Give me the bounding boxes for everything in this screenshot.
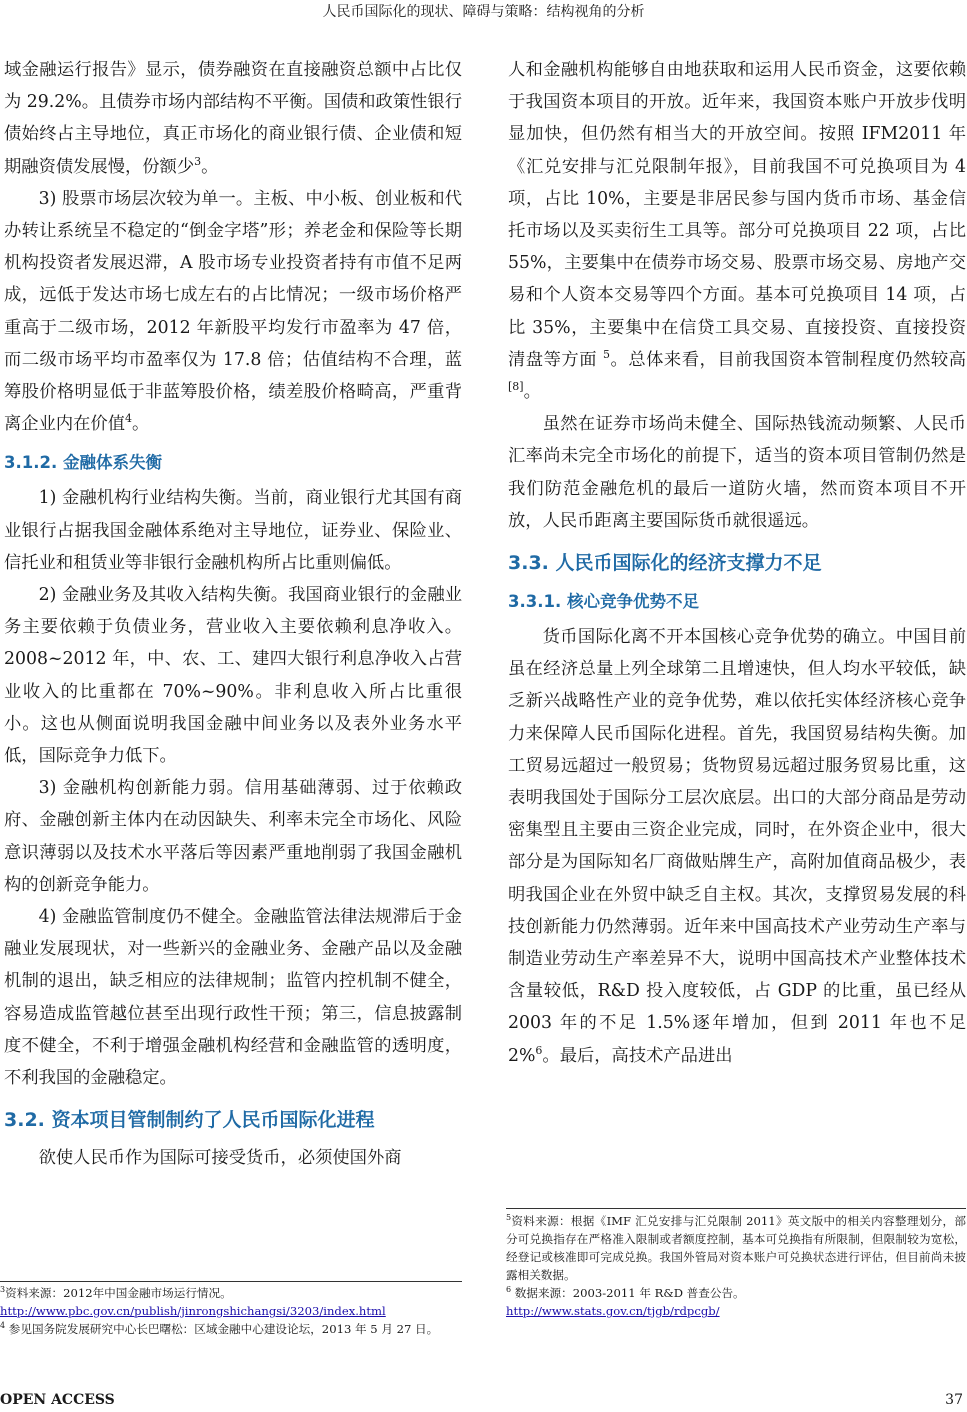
text: 域金融运行报告》显示，债券融资在直接融资总额中占比仅为 29.2%。且债券市场内部结构不平衡。国债和政策性银行债始终占主导地位，真正市场化的商业银行债、企业债和短期融资债发展慢，份额少 (4, 60, 462, 177)
footnote-ref[interactable]: 6 (535, 1043, 543, 1057)
footnote-ref[interactable]: 4 (124, 412, 132, 426)
left-column (4, 54, 462, 1175)
footnote-text: 资料来源：根据《IMF 汇兑安排与汇兑限制 2011》英文版中的相关内容整理划分，部分可兑换指存在严格准入限制或者额度控制，基本可兑换指有所限制，但限制较为宽松，经登记或核准即可完成兑换。我国外管局对资本账户可兑换状态进行评估，但目前尚未披露相关数据。 (506, 1214, 966, 1282)
paragraph (508, 621, 966, 1072)
footnote-6 (506, 1284, 966, 1302)
section-heading-3-2: 3.2. 资本项目管制制约了人民币国际化进程 (4, 1109, 375, 1132)
paragraph (4, 183, 462, 441)
text: 。总体来看，目前我国资本管制程度仍然较高 (610, 349, 966, 370)
text: 。 (201, 156, 219, 177)
paragraph (508, 54, 966, 408)
footer-open-access: OPEN ACCESS (0, 1392, 115, 1408)
running-title: 人民币国际化的现状、障碍与策略：结构视角的分析 (322, 4, 645, 20)
paragraph: 2) 金融业务及其收入结构失衡。我国商业银行的金融业务主要依赖于负债业务，营业收入主要依赖利息净收入。2008~2012 年，中、农、工、建四大银行利息净收入占营业收入的比重都在 70%~90%。非利息收入所占比重很小。这也从侧面说明我国金融中间业务以及表外业务水平低，国际竞争力低下。 (4, 585, 462, 767)
footnote-5 (506, 1212, 966, 1284)
paragraph: 欲使人民币作为国际可接受货币，必须使国外商 (38, 1148, 402, 1169)
footnote-number: 5 (506, 1213, 512, 1223)
footnote-text: 数据来源：2003-2011 年 R&D 普查公告。 (511, 1286, 745, 1300)
text: 人和金融机构能够自由地获取和运用人民币资金，这要依赖于我国资本项目的开放。近年来，我国资本账户开放步伐明显加快，但仍然有相当大的开放空间。按照 IFM2011 年《汇兑安排与汇兑限制年报》，目前我国不可兑换项目为 4 项，占比 10%，主要是非居民参与国内货币市场、基金信托市场以及买卖衍生工具等。部分可兑换项目 22 项，占比 55%，主要集中在债券市场交易、股票市场交易、房地产交易和个人资本交易等四个方面。基本可兑换项目 14 项，占比 35%，主要集中在信贷工具交易、直接投资、直接投资清盘等方面 (508, 60, 966, 370)
footnote-number: 4 (0, 1321, 6, 1331)
footnote-ref[interactable]: 5 (603, 348, 611, 362)
section-heading-3-3: 3.3. 人民币国际化的经济支撑力不足 (508, 552, 822, 575)
footnote-text: 资料来源：2012年中国金融市场运行情况。 (5, 1286, 232, 1300)
paragraph: 虽然在证券市场尚未健全、国际热钱流动频繁、人民币汇率尚未完全市场化的前提下，适当的资本项目管制仍然是我们防范金融危机的最后一道防火墙，然而资本项目不开放，人民币距离主要国际货币就很遥远。 (508, 414, 966, 531)
footnote-4 (0, 1320, 462, 1338)
text: 。 (523, 382, 541, 403)
footnote-divider (0, 1281, 462, 1282)
paragraph: 3) 金融机构创新能力弱。信用基础薄弱、过于依赖政府、金融创新主体内在动因缺失、利率未完全市场化、风险意识薄弱以及技术水平落后等因素严重地削弱了我国金融机构的创新竞争能力。 (4, 778, 462, 895)
footnote-link[interactable]: http://www.stats.gov.cn/tjgb/rdpcgb/ (506, 1304, 720, 1318)
text: 。 (131, 414, 150, 435)
citation-ref[interactable]: [8] (508, 380, 524, 394)
footnote-divider (506, 1208, 966, 1209)
footnote-3 (0, 1284, 462, 1302)
paragraph: 1) 金融机构行业结构失衡。当前，商业银行尤其国有商业银行占据我国金融体系绝对主导地位，证券业、保险业、信托业和租赁业等非银行金融机构所占比重则偏低。 (4, 488, 462, 573)
footnote-number: 3 (0, 1285, 6, 1295)
footnote-number: 6 (506, 1285, 512, 1295)
footnotes-left (0, 1284, 462, 1338)
text: 货币国际化离不开本国核心竞争优势的确立。中国目前虽在经济总量上列全球第二且增速快，但人均水平较低，缺乏新兴战略性产业的竞争优势，难以依托实体经济核心竞争力来保障人民币国际化进程。首先，我国贸易结构失衡。加工贸易远超过一般贸易；货物贸易远超过服务贸易比重，这表明我国处于国际分工层次底层。出口的大部分商品是劳动密集型且主要由三资企业完成，同时，在外资企业中，很大部分是为国际知名厂商做贴牌生产，高附加值商品极少，表明我国企业在外贸中缺乏自主权。其次，支撑贸易发展的科技创新能力仍然薄弱。近年来中国高技术产业劳动生产率与制造业劳动生产率差异不大，说明中国高技术产业整体技术含量较低，R&D 投入度较低，占 GDP 的比重，虽已经从 2003 年的不足 1.5%逐年增加，但到 2011 年也不足 2% (508, 627, 966, 1066)
text: 。最后，高技术产品进出 (542, 1045, 733, 1066)
section-heading-3-3-1: 3.3.1. 核心竞争优势不足 (508, 592, 699, 612)
footnotes-right (506, 1212, 966, 1320)
paragraph: 4) 金融监管制度仍不健全。金融监管法律法规滞后于金融业发展现状，对一些新兴的金融业务、金融产品以及金融机制的退出，缺乏相应的法律规制；监管内控机制不健全，容易造成监管越位甚至出现行政性干预；第三，信息披露制度不健全，不利于增强金融机构经营和金融监管的透明度，不利我国的金融稳定。 (4, 907, 462, 1089)
footnote-6-link-line (506, 1302, 966, 1320)
page-number: 37 (945, 1392, 963, 1408)
footnote-text: 参见国务院发展研究中心长巴曙松：区域金融中心建设论坛，2013 年 5 月 27 日。 (5, 1322, 439, 1336)
paragraph (4, 54, 462, 183)
right-column (508, 54, 966, 1072)
section-heading-3-1-2: 3.1.2. 金融体系失衡 (4, 453, 162, 473)
footnote-3-link-line (0, 1302, 462, 1320)
footnote-link[interactable]: http://www.pbc.gov.cn/publish/jinrongshichangsi/3203/index.html (0, 1304, 386, 1318)
text: 3) 股票市场层次较为单一。主板、中小板、创业板和代办转让系统呈不稳定的“倒金字塔”形；养老金和保险等长期机构投资者发展迟滞，A 股市场专业投资者持有市值不足两成，远低于发达市场七成左右的占比情况；一级市场价格严重高于二级市场，2012 年新股平均发行市盈率为 47 倍，而二级市场平均市盈率仅为 17.8 倍；估值结构不合理，蓝筹股价格明显低于非蓝筹股价格，绩差股价格畸高，严重背离企业内在价值 (4, 188, 462, 435)
footnote-ref[interactable]: 3 (194, 154, 202, 168)
